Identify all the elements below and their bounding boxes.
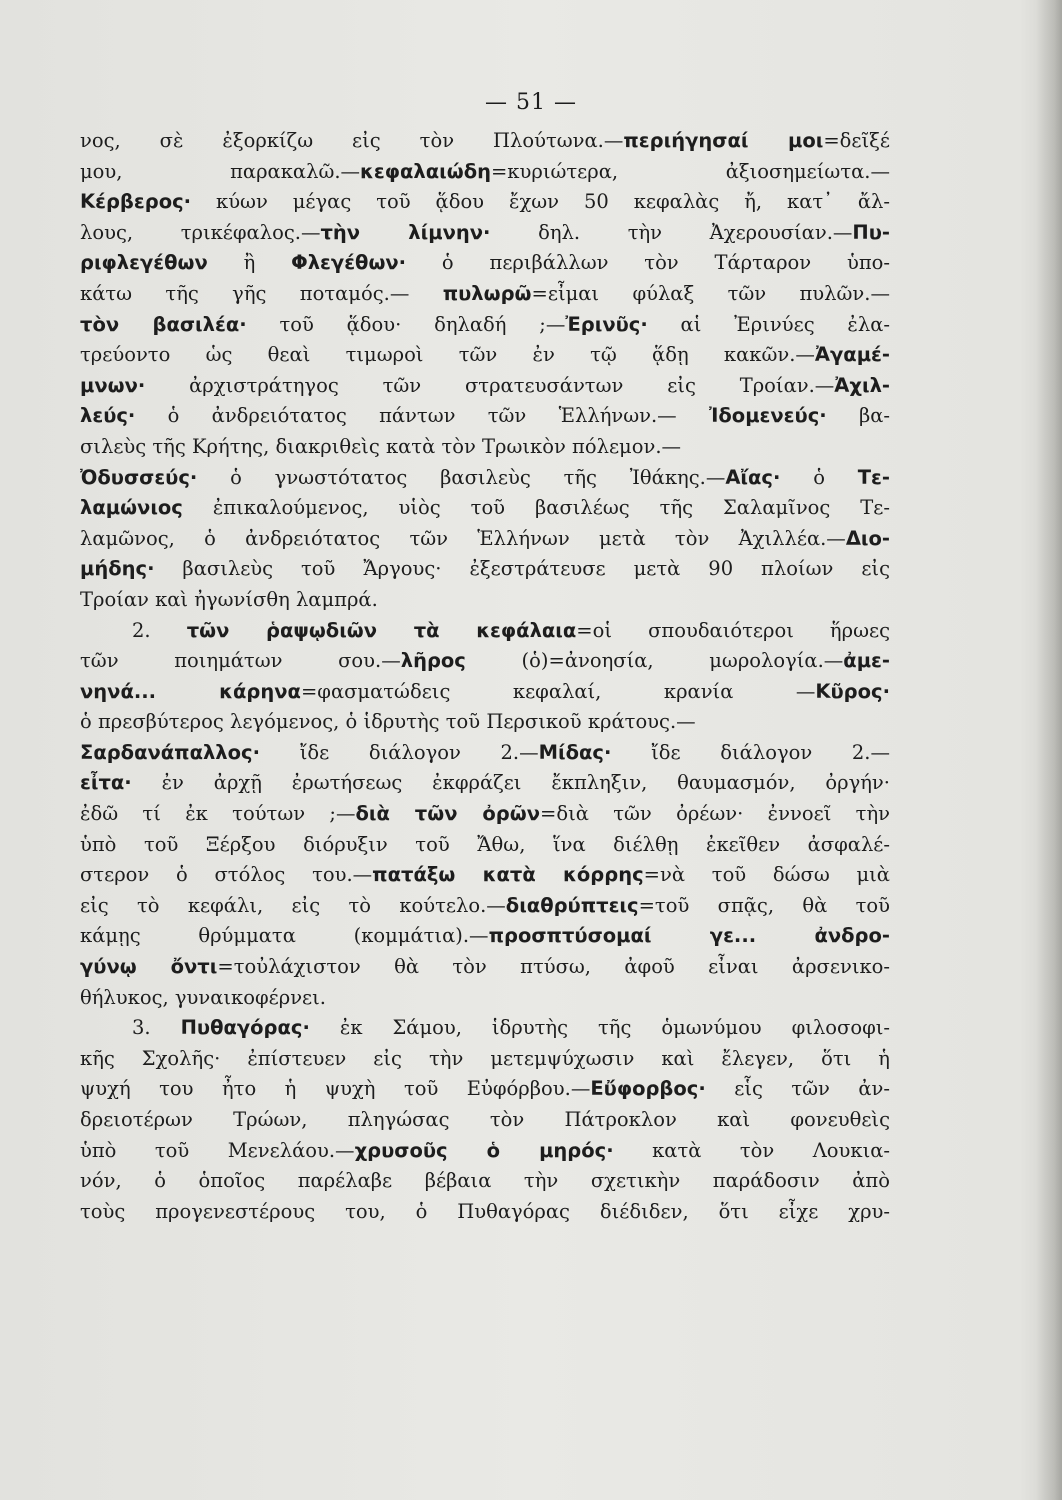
text-segment: ἴδε διάλογον 2.— <box>611 740 890 764</box>
text-line <box>80 187 890 218</box>
bold-term: ριφλεγέθων <box>80 251 208 275</box>
text-segment: =δεῖξέ <box>823 129 890 152</box>
text-line <box>80 860 890 891</box>
text-segment: θήλυκος, γυναικοφέρνει. <box>80 985 327 1009</box>
bold-term: Πυ- <box>852 220 890 244</box>
text-segment: κῆς Σχολῆς· ἐπίστευεν εἰς τὴν μετεμψύχωσιν καὶ ἔλεγεν, ὅτι ἡ <box>80 1046 890 1070</box>
bold-term: Φλεγέθων· <box>291 251 407 275</box>
text-line <box>80 1013 890 1044</box>
bold-term: νηνά... κάρηνα <box>80 679 301 703</box>
bold-term: περιήγησαί μοι <box>623 129 824 152</box>
text-segment: δρειοτέρων Τρώων, πληγώσας τὸν Πάτροκλον καὶ φονευθεὶς <box>80 1108 890 1131</box>
text-line <box>80 921 890 952</box>
text-segment: λους, τρικέφαλος.— <box>80 220 321 244</box>
text-line <box>80 1197 890 1228</box>
text-line <box>80 218 890 249</box>
text-segment: ἢ <box>207 251 292 275</box>
text-line <box>80 279 890 310</box>
text-segment: μου, παρακαλῶ.— <box>80 159 361 183</box>
text-segment: τοῦ ᾅδου· δηλαδή ;— <box>246 312 566 336</box>
bold-term: λαμώνιος <box>80 496 183 520</box>
text-line <box>80 983 890 1014</box>
text-segment: ἐκ Σάμου, ἱδρυτὴς τῆς ὁμωνύμου φιλοσοφι- <box>309 1016 890 1040</box>
text-segment: ἐπικαλούμενος, υἱὸς τοῦ βασιλέως τῆς Σαλαμῖνος Τε- <box>182 496 890 520</box>
text-line <box>80 463 890 494</box>
bold-term: τὸν βασιλέα· <box>80 312 247 336</box>
bold-term: διαθρύπτεις <box>505 893 639 917</box>
bold-term: εἶτα· <box>80 771 132 795</box>
text-segment: τῶν ποιημάτων σου.— <box>80 649 401 673</box>
text-segment: ὁ πρεσβύτερος λεγόμενος, ὁ ἱδρυτὴς τοῦ Περσικοῦ κράτους.— <box>80 710 696 734</box>
text-line <box>80 524 890 555</box>
text-line <box>80 952 890 983</box>
text-line <box>80 1105 890 1136</box>
bold-term: πατάξω κατὰ κόρρης <box>372 863 644 887</box>
text-segment: βα- <box>826 404 890 428</box>
text-line <box>80 1044 890 1075</box>
bold-term: χρυσοῦς ὁ μηρός· <box>354 1138 614 1162</box>
text-segment: ὁ ἀνδρειότατος πάντων τῶν Ἑλλήνων.— <box>135 404 709 428</box>
text-segment: =φασματώδεις κεφαλαί, κρανία — <box>300 679 816 703</box>
text-segment: βασιλεὺς τοῦ Ἄργους· ἐξεστράτευσε μετὰ 90 πλοίων εἰς <box>154 557 890 581</box>
text-segment: 2. <box>132 618 187 642</box>
text-segment: ὁ <box>780 465 858 489</box>
bold-term: Τε- <box>857 465 890 489</box>
bold-term: Ἀχιλ- <box>834 373 890 397</box>
text-segment: κάμῃς θρύμματα (κομμάτια).— <box>80 924 489 948</box>
text-segment: ὑπὸ τοῦ Μενελάου.— <box>80 1138 355 1162</box>
bold-term: Μίδας· <box>538 740 612 764</box>
text-segment: Τροίαν καὶ ἠγωνίσθη λαμπρά. <box>80 587 378 611</box>
text-segment: αἱ Ἐρινύες ἐλα- <box>647 312 891 336</box>
bold-term: Σαρδανάπαλλος· <box>80 740 261 764</box>
page-edge-shadow <box>1036 0 1062 1500</box>
text-segment: ἴδε διάλογον 2.— <box>260 740 539 764</box>
bold-term: τὴν λίμνην· <box>320 220 491 244</box>
bold-term: Ὀδυσσεύς· <box>80 465 198 489</box>
bold-term: διὰ τῶν ὀρῶν <box>355 802 540 826</box>
text-segment: νος, σὲ ἐξορκίζω εἰς τὸν Πλούτωνα.— <box>80 129 624 152</box>
text-line <box>80 677 890 708</box>
page-number: — 51 — <box>485 90 577 115</box>
text-segment: λαμῶνος, ὁ ἀνδρειότατος τῶν Ἑλλήνων μετὰ τὸν Ἀχιλλέα.— <box>80 526 846 550</box>
bold-term: λεύς· <box>80 404 136 428</box>
text-line <box>80 554 890 585</box>
bold-term: Ἰδομενεύς· <box>708 404 827 428</box>
text-line <box>80 432 890 463</box>
bold-term: Ἐρινῦς· <box>565 312 648 336</box>
bold-term: Κέρβερος· <box>80 190 192 214</box>
bold-term: κεφαλαιώδη <box>360 159 491 183</box>
text-segment: κατὰ τὸν Λουκια- <box>613 1138 890 1162</box>
text-segment: =εἶμαι φύλαξ τῶν πυλῶν.— <box>531 281 890 305</box>
text-line <box>80 707 890 738</box>
text-line <box>80 891 890 922</box>
bold-term: Κῦρος· <box>815 679 890 703</box>
bold-term: τῶν ῥαψῳδιῶν τὰ κεφάλαια <box>186 618 577 642</box>
bold-term: ἀμε- <box>843 649 890 673</box>
text-segment: ψυχή του ἦτο ἡ ψυχὴ τοῦ Εὐφόρβου.— <box>80 1077 591 1101</box>
text-line <box>80 310 890 341</box>
text-segment: 3. <box>132 1016 181 1040</box>
text-line <box>80 768 890 799</box>
text-segment: ἀρχιστράτηγος τῶν στρατευσάντων εἰς Τροίαν.— <box>145 373 835 397</box>
bold-term: λῆρος <box>400 649 466 673</box>
text-segment: =κυριώτερα, ἀξιοσημείωτα.— <box>490 159 890 183</box>
text-line <box>80 401 890 432</box>
text-segment: =τοὐλάχιστον θὰ τὸν πτύσω, ἀφοῦ εἶναι ἀρσενικο- <box>217 955 890 979</box>
text-line <box>80 646 890 677</box>
text-line <box>80 340 890 371</box>
text-line <box>80 157 890 188</box>
text-segment: εἷς τῶν ἀν- <box>705 1077 891 1101</box>
bold-term: πυλωρῶ <box>442 281 532 305</box>
text-line <box>80 799 890 830</box>
text-line <box>80 585 890 616</box>
text-segment: ἐδῶ τί ἐκ τούτων ;— <box>80 802 356 826</box>
bold-term: Εὔφορβος· <box>590 1077 706 1101</box>
text-line <box>80 126 890 157</box>
text-line <box>80 1074 890 1105</box>
text-segment: στερον ὁ στόλος του.— <box>80 863 373 887</box>
text-segment: δηλ. τὴν Ἀχερουσίαν.— <box>490 220 853 244</box>
text-segment: =οἱ σπουδαιότεροι ἥρωες <box>576 618 890 642</box>
text-line <box>80 738 890 769</box>
text-segment: εἰς τὸ κεφάλι, εἰς τὸ κούτελο.— <box>80 893 506 917</box>
text-segment: σιλεὺς τῆς Κρήτης, διακριθεὶς κατὰ τὸν Τρωικὸν πόλεμον.— <box>80 434 682 458</box>
text-segment: =νὰ τοῦ δώσω μιὰ <box>643 863 890 887</box>
body-text <box>80 126 890 1227</box>
text-segment: κάτω τῆς γῆς ποταμός.— <box>80 281 443 305</box>
bold-term: προσπτύσομαί γε... ἀνδρο- <box>488 924 890 948</box>
text-line <box>80 1166 890 1197</box>
bold-term: μήδης· <box>80 557 155 581</box>
bold-term: μνων· <box>80 373 146 397</box>
text-segment: ὁ περιβάλλων τὸν Τάρταρον ὑπο- <box>406 251 890 275</box>
text-segment: (ὁ)=ἀνοησία, μωρολογία.— <box>465 649 844 673</box>
text-segment: τοὺς προγενεστέρους του, ὁ Πυθαγόρας διέδιδεν, ὅτι εἶχε χρυ- <box>80 1199 890 1223</box>
bold-term: Πυθαγόρας· <box>180 1016 310 1040</box>
text-segment: ἐν ἀρχῇ ἐρωτήσεως ἐκφράζει ἔκπληξιν, θαυμασμόν, ὀργήν· <box>131 771 890 795</box>
bold-term: γύνῳ ὄντι <box>80 955 218 979</box>
text-line <box>80 371 890 402</box>
text-line <box>80 830 890 861</box>
bold-term: Διο- <box>845 526 890 550</box>
bold-term: Αἴας· <box>725 465 781 489</box>
text-line <box>80 616 890 647</box>
text-segment: τρεύοντο ὡς θεαὶ τιμωροὶ τῶν ἐν τῷ ᾅδῃ κακῶν.— <box>80 343 815 367</box>
text-line <box>80 1136 890 1167</box>
text-line <box>80 493 890 524</box>
text-segment: νόν, ὁ ὁποῖος παρέλαβε βέβαια τὴν σχετικὴν παράδοσιν ἀπὸ <box>80 1169 890 1193</box>
text-segment: ὁ γνωστότατος βασιλεὺς τῆς Ἰθάκης.— <box>197 465 726 489</box>
text-segment: =διὰ τῶν ὀρέων· ἐννοεῖ τὴν <box>540 802 890 826</box>
text-line <box>80 248 890 279</box>
bold-term: Ἀγαμέ- <box>814 343 890 367</box>
text-segment: =τοῦ σπᾷς, θὰ τοῦ <box>638 893 890 917</box>
text-segment: κύων μέγας τοῦ ᾅδου ἔχων 50 κεφαλὰς ἤ, κατ᾽ ἄλ- <box>191 190 890 214</box>
text-segment: ὑπὸ τοῦ Ξέρξου διόρυξιν τοῦ Ἄθω, ἵνα διέλθῃ ἐκεῖθεν ἀσφαλέ- <box>80 832 890 856</box>
